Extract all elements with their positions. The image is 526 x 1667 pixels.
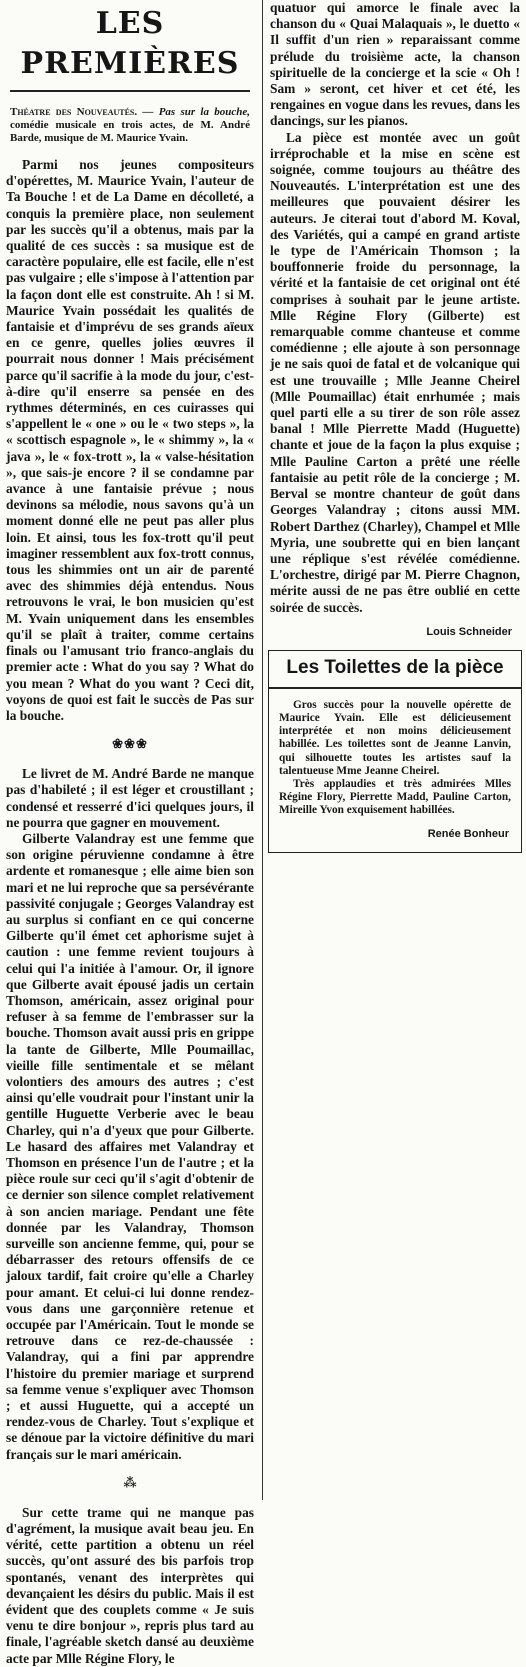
toilettes-signature: Renée Bonheur [427, 827, 509, 840]
right-column [268, 0, 522, 1500]
masthead-title: LES PREMIÈRES [20, 6, 240, 81]
toilettes-rule [269, 687, 521, 689]
toilettes-title: Les Toilettes de la pièce [286, 656, 504, 678]
theatre-name: Théatre des Nouveautés. [10, 106, 138, 118]
section-separator-1 [4, 736, 256, 752]
article-signature: Louis Schneider [426, 625, 512, 638]
toilettes-paragraph-2: Très applaudies et très admirées Mlles Régine Flory, Pierrette Madd, Pauline Carton, Mireille Yvon exquisement habillées. [279, 777, 511, 817]
subhead-credits: comédie musicale en trois actes, de M. André Barde, musique de M. Maurice Yvain. [10, 119, 250, 144]
play-title: Pas sur la bouche, [158, 106, 250, 118]
section-separator-2 [4, 1475, 256, 1491]
review-subhead: Théatre des Nouveautés. — Pas sur la bouche, comédie musicale en trois actes, de M. André Barde, musique de M. Maurice Yvain. [10, 106, 250, 144]
article-paragraph-5: quatuor qui amorce le finale avec la chanson du « Quai Malaquais », le duetto « Il suffit d'un rien » reparaissant comme prélude du troisième acte, la chanson spirituelle de la concierge et la scie « Oh ! Sam » seront, cet hiver et cet été, les rengaines en vogue dans les revues, dans les dancings, sur les pianos. [270, 0, 520, 129]
article-paragraph-3: Gilberte Valandray est une femme que son origine péruvienne condamne à être ardente et romanesque ; elle aime bien son mari et ne lui reproche que sa persévérante passivité conjugale ; Georges Valandray est au surplus si confiant en ce qui concerne Gilberte qu'il émet cet aphorisme sujet à caution : une femme revient toujours à celui qui l'a initiée à l'amour. Or, il ignore que Gilberte avait épousé jadis un certain Thomson, américain, assez original pour refuser à sa femme de l'embrasser sur la bouche. Thomson avait aussi pris en grippe la tante de Gilberte, Mlle Poumaillac, vieille fille sentimentale et se mêlant volontiers des amours des autres ; c'est ainsi qu'elle voudrait pour l'instant unir la gentille Huguette Verberie avec le beau Charley, qui n'a d'yeux que pour Gilberte. Le hasard des affaires met Valandray et Thomson en présence l'un de l'autre ; et la pièce roule sur ceci qu'il s'agit d'obtenir de ce dernier son silence complet relativement à son ancien mariage. Pendant une fête donnée par les Valandray, Thomson surveille son ancienne femme, qui, pour se débarrasser des retours offensifs de ce jaloux tardif, fait croire qu'elle a Charley pour amant. Et celui-ci lui donne rendez-vous dans une garçonnière retenue et occupée par l'Américain. Tout le monde se retrouve dans ce rez-de-chaussée : Valandray, qui a fini par apprendre l'histoire du premier mariage et surprend sa femme venue s'expliquer avec Thomson ; et aussi Huguette, qui a accepté un rendez-vous de Charley. Tout s'explique et se dénoue par la victoire définitive du mari français sur le mari américain. [6, 830, 254, 1462]
article-paragraph-4: Sur cette trame qui ne manque pas d'agrément, la musique avait beau jeu. En vérité, cette partition a obtenu un réel succès, qu'ont assuré des bis parfois trop spontanés, venant des interprètes qui devançaient les désirs du public. Mais il est évident que des couplets comme « Je suis venu te dire bonjour », repris plus tard au finale, l'agréable sketch dansé au deuxième acte par Mlle Régine Flory, le [6, 1504, 254, 1666]
toilettes-box [268, 650, 522, 853]
asterism-icon: ⁂ [123, 1474, 137, 1490]
ornament-icon: ❀❀❀ [112, 736, 148, 752]
left-column [4, 0, 256, 1666]
article-paragraph-6: La pièce est montée avec un goût irréprochable et la mise en scène est soignée, comme toujours au théâtre des Nouveautés. L'interprétation est une des meilleures que pouvaient désirer les auteurs. Je citerai tout d'abord M. Koval, des Variétés, qui a campé en grand artiste le type de l'Américain Thomson ; la bouffonnerie froide du personnage, la vérité et la fantaisie de cet original ont été comprises à souhait par le jeune artiste. Mlle Régine Flory (Gilberte) est remarquable comme chanteuse et comme comédienne ; elle ajoute à son personnage je ne sais quoi de fatal et de volcanique qui est une trouvaille ; Mlle Jeanne Cheirel (Mlle Poumaillac) était enrhumée ; mais quel parti elle a su tirer de son rôle assez banal ! Mlle Pierrette Madd (Huguette) chante et joue de la façon la plus exquise ; Mlle Pauline Carton a prêté une réelle fantaisie au petit rôle de la concierge ; M. Berval se montre chanteur de goût dans Georges Valandray ; citons aussi MM. Robert Darthez (Charley), Champel et Mlle Myria, une soubrette qui en bien lançant une réplique s'est révélée comédienne. L'orchestre, dirigé par M. Pierre Chagnon, mérite aussi de ne pas être oublié en cette soirée de succès. [270, 129, 520, 615]
toilettes-paragraph-1: Gros succès pour la nouvelle opérette de Maurice Yvain. Elle est délicieusement interprétée et non moins délicieusement habillée. Les toilettes sont de Jeanne Lanvin, qui silhouette toutes les artistes sauf la talentueuse Mme Jeanne Cheirel. [279, 698, 511, 777]
article-paragraph-1: Parmi nos jeunes compositeurs d'opérettes, M. Maurice Yvain, l'auteur de Ta Bouche ! et de La Dame en décolleté, a conquis la première place, non seulement par les succès qu'il a obtenus, mais par la qualité de ces succès : sa musique est de caractère populaire, elle est facile, elle n'est pas vulgaire ; elle s'impose à l'attention par la façon dont elle est construite. Ah ! si M. Maurice Yvain possédait les qualités de fantaisie et d'imprévu de ses grands aïeux en ce genre, quelles jolies œuvres il pourrait nous donner ! Mais précisément parce qu'il sacrifie à la mode du jour, c'est-à-dire qu'il enserre sa pensée en des rythmes déterminés, en ces cuirasses qui s'appellent le « one » ou le « two steps », la « scottisch espagnole », le « shimmy », la « java », le « fox-trott », la « valse-hésitation », que sais-je encore ? il se condamne par avance à une fantaisie prévue ; nous devinons sa mélodie, nous savons qu'à un moment donné elle ne peut pas aller plus loin. Et ainsi, tous les fox-trott qu'il peut imaginer ressemblent aux fox-trott connus, tous les shimmies ont un air de parenté avec des shimmies déjà entendus. Nous retrouvons le vrai, le bon musicien qu'est M. Yvain uniquement dans les ensembles qu'il se plaît à traiter, comme certains finals ou l'amusant trio franco-anglais du premier acte : What do you say ? What do you mean ? What do you want ? Ceci dit, voyons de quoi est fait le succès de Pas sur la bouche. [6, 157, 254, 723]
article-paragraph-2: Le livret de M. André Barde ne manque pas d'habileté ; il est léger et croustillant ; condensé et resserré d'ici quelques jours, il ne pourra que gagner en mouvement. [6, 766, 254, 830]
masthead-rule [10, 90, 250, 92]
column-divider [262, 0, 263, 1500]
